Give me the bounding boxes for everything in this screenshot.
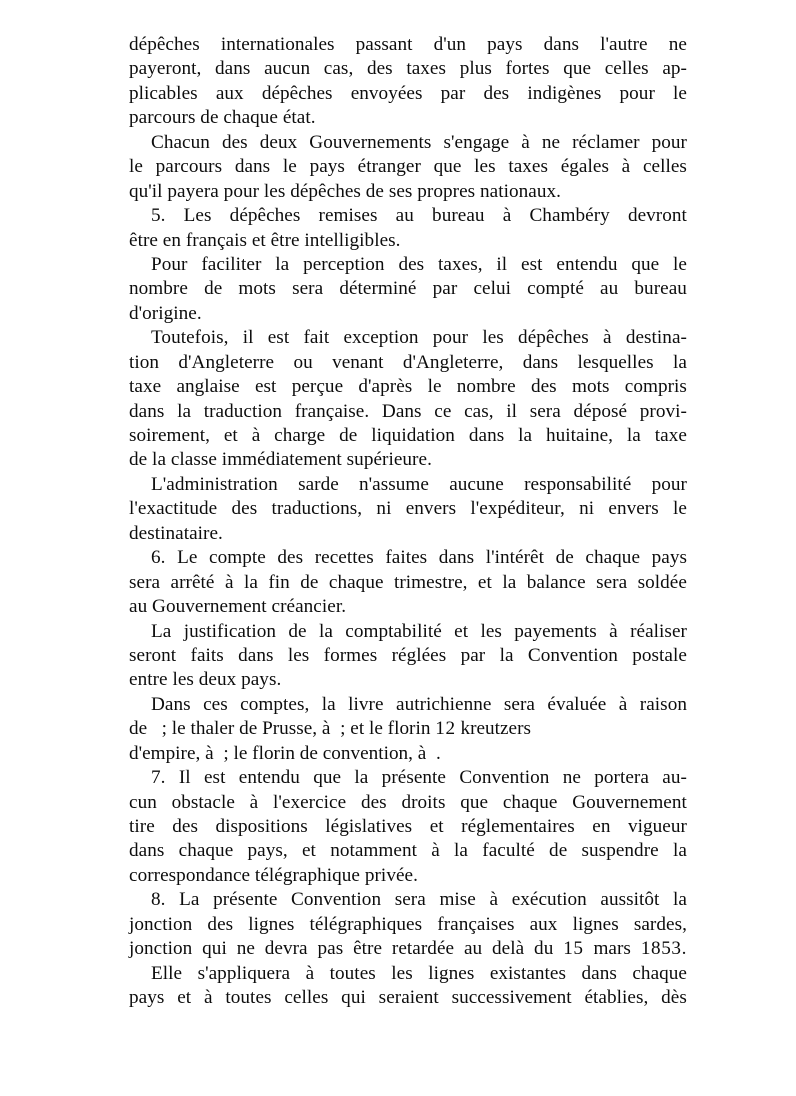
text-line: au Gouvernement créancier.	[129, 596, 347, 618]
paragraph-article-7	[129, 766, 687, 888]
paragraph-continuation	[129, 33, 687, 131]
text-line: parcours de chaque état.	[129, 107, 316, 129]
text-line: jonction des lignes télégraphiques françaises aux lignes sardes,	[129, 913, 687, 935]
document-text-block	[129, 33, 687, 1011]
text-line: cun obstacle à l'exercice des droits que chaque Gouvernement	[129, 791, 687, 813]
paragraph-article-8	[129, 888, 687, 961]
text-line: être en français et être intelligibles.	[129, 229, 401, 251]
text-line: 6. Le compte des recettes faites dans l'intérêt de chaque pays	[129, 546, 687, 570]
text-line: plicables aux dépêches envoyées par des indigènes pour le	[129, 82, 687, 104]
text-line: tire des dispositions législatives et réglementaires en vigueur	[129, 816, 687, 837]
date-year: 1853.	[640, 938, 687, 960]
text-line: taxe anglaise est perçue d'après le nombre des mots compris	[129, 376, 687, 398]
paragraph-article-6	[129, 546, 687, 619]
text-line: entre les deux pays.	[129, 669, 282, 691]
text-line: 7. Il est entendu que la présente Convention ne portera au-	[129, 766, 687, 790]
text-line: dépêches internationales passant d'un pays dans l'autre ne	[129, 34, 687, 55]
text-line: correspondance télégraphique privée.	[129, 864, 418, 886]
text-line: nombre de mots sera déterminé par celui compté au bureau	[129, 278, 687, 300]
text-line: Toutefois, il est fait exception pour les dépêches à destina-	[151, 327, 687, 349]
text-line: 8. La présente Convention sera mise à exécution aussitôt la	[129, 888, 687, 912]
text-line: l'exactitude des traductions, ni envers l'expéditeur, ni envers le	[129, 498, 687, 520]
text-line: seront faits dans les formes réglées par la Convention postale	[129, 644, 687, 666]
article-number: 7.	[151, 767, 166, 789]
text-line: payeront, dans aucun cas, des taxes plus fortes que celles ap-	[129, 58, 687, 80]
text-line-currency-1: de ; le thaler de Prusse, à ; et le florin 12 kreutzers	[129, 718, 531, 740]
text-line: soirement, et à charge de liquidation dans la huitaine, la taxe	[129, 425, 687, 446]
paragraph-dans-ces-comptes	[129, 693, 687, 766]
date-month: mars	[593, 938, 631, 960]
text-line: d'origine.	[129, 302, 202, 324]
article-number: 5.	[151, 205, 166, 227]
paragraph-justification	[129, 620, 687, 693]
text-line: de la classe immédiatement supérieure.	[129, 449, 432, 471]
text-line-date: jonction qui ne devra pas être retardée au delà du 15 mars 1853.	[129, 937, 687, 961]
date-day: 15	[563, 938, 584, 960]
text-line: dans la traduction française. Dans ce cas, il sera déposé provi-	[129, 400, 687, 422]
text-line: pays et à toutes celles qui seraient successivement établies, dès	[129, 987, 687, 1009]
paragraph-chacun	[129, 131, 687, 204]
kreutzer-count: 12	[435, 718, 456, 740]
paragraph-toutefois	[129, 326, 687, 473]
paragraph-elle-sappliquera	[129, 962, 687, 1011]
text-line: 5. Les dépêches remises au bureau à Chambéry devront	[129, 204, 687, 228]
text-line: La justification de la comptabilité et les payements à réaliser	[151, 620, 687, 642]
text-line: qu'il payera pour les dépêches de ses propres nationaux.	[129, 180, 561, 202]
text-line: sera arrêté à la fin de chaque trimestre, et la balance sera soldée	[129, 571, 687, 593]
text-line: Pour faciliter la perception des taxes, il est entendu que le	[151, 253, 687, 275]
paragraph-pour-faciliter	[129, 253, 687, 326]
text-line: Chacun des deux Gouvernements s'engage à ne réclamer pour	[151, 131, 687, 153]
article-number: 6.	[151, 547, 166, 569]
text-line: L'administration sarde n'assume aucune responsabilité pour	[151, 473, 687, 495]
article-number: 8.	[151, 889, 166, 911]
text-line-currency-2: d'empire, à ; le florin de convention, à .	[129, 742, 441, 764]
text-line: Dans ces comptes, la livre autrichienne sera évaluée à raison	[151, 693, 687, 715]
text-line: dans chaque pays, et notamment à la faculté de suspendre la	[129, 840, 687, 862]
text-line: destinataire.	[129, 522, 223, 544]
text-line: le parcours dans le pays étranger que les taxes égales à celles	[129, 156, 687, 178]
text-line: tion d'Angleterre ou venant d'Angleterre, dans lesquelles la	[129, 351, 687, 373]
paragraph-administration-sarde	[129, 473, 687, 546]
text-line: Elle s'appliquera à toutes les lignes existantes dans chaque	[151, 962, 687, 984]
paragraph-article-5	[129, 204, 687, 253]
